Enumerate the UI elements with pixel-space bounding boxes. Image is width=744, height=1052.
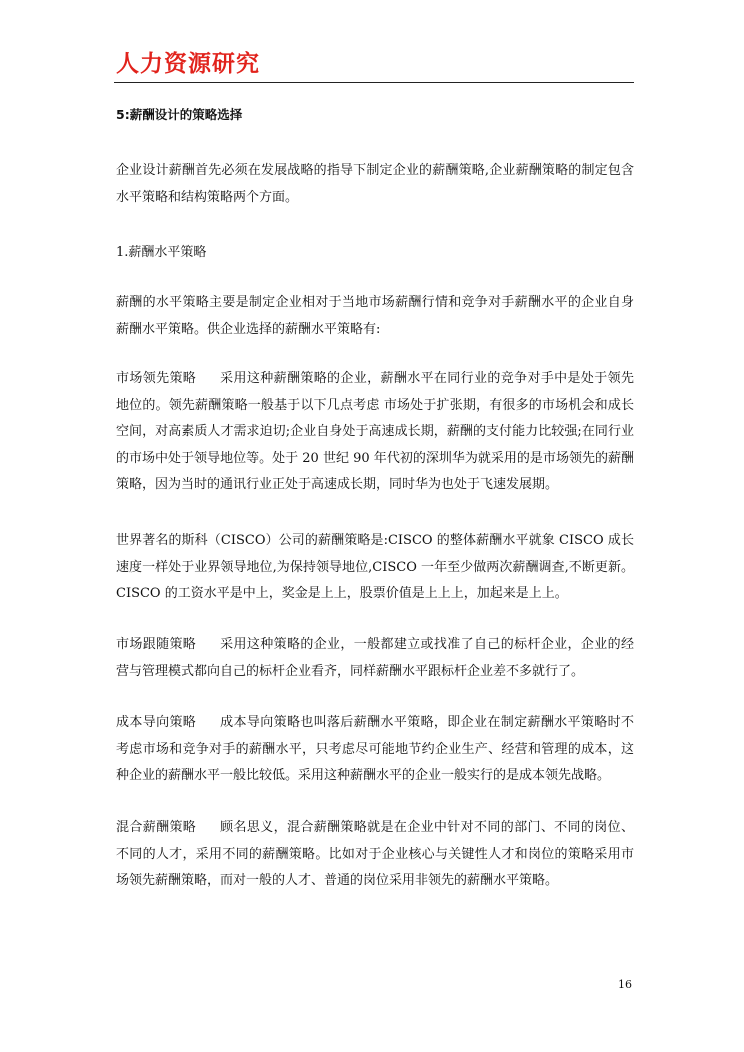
definition-paragraph: 薪酬的水平策略主要是制定企业相对于当地市场薪酬行情和竞争对手薪酬水平的企业自身薪酬水平策略。供企业选择的薪酬水平策略有: — [116, 295, 634, 337]
cost-oriented-term: 成本导向策略 — [116, 715, 197, 730]
market-follow-paragraph — [116, 632, 634, 685]
market-follow-text: 采用这种策略的企业，一般都建立或找准了自己的标杆企业，企业的经营与管理模式都向自己的标杆企业看齐，同样薪酬水平跟标杆企业差不多就行了。 — [116, 637, 634, 679]
market-follow-term: 市场跟随策略 — [116, 637, 197, 652]
cost-oriented-paragraph — [116, 710, 634, 790]
cisco-paragraph: 世界著名的斯科（CISCO）公司的薪酬策略是:CISCO 的整体薪酬水平就象 CISCO 成长速度一样处于业界领导地位,为保持领导地位,CISCO 一年至少做两次薪酬调查,不断更新。CISCO 的工资水平是中上，奖金是上上，股票价值是上上上，加起来是上上。 — [116, 533, 634, 601]
market-lead-term: 市场领先策略 — [116, 371, 197, 386]
mixed-strategy-text: 顾名思义，混合薪酬策略就是在企业中针对不同的部门、不同的岗位、不同的人才，采用不同的薪酬策略。比如对于企业核心与关键性人才和岗位的策略采用市场领先薪酬策略，而对一般的人才、普通的岗位采用非领先的薪酬水平策略。 — [116, 820, 634, 888]
header-rule — [114, 82, 634, 83]
subheading-paragraph: 1.薪酬水平策略 — [116, 245, 207, 260]
page-number: 16 — [618, 978, 632, 991]
cost-oriented-text: 成本导向策略也叫落后薪酬水平策略，即企业在制定薪酬水平策略时不考虑市场和竞争对手的薪酬水平，只考虑尽可能地节约企业生产、经营和管理的成本，这种企业的薪酬水平一般比较低。采用这种薪酬水平的企业一般实行的是成本领先战略。 — [116, 715, 634, 783]
intro-paragraph: 企业设计薪酬首先必须在发展战略的指导下制定企业的薪酬策略,企业薪酬策略的制定包含水平策略和结构策略两个方面。 — [116, 163, 634, 205]
mixed-strategy-term: 混合薪酬策略 — [116, 820, 197, 835]
market-lead-paragraph — [116, 366, 634, 499]
market-lead-text: 采用这种薪酬策略的企业，薪酬水平在同行业的竞争对手中是处于领先地位的。领先薪酬策略一般基于以下几点考虑 市场处于扩张期，有很多的市场机会和成长空间，对高素质人才需求迫切;企业自身处于高速成长期，薪酬的支付能力比较强;在同行业的市场中处于领导地位等。处于 20 世纪 90 年代初的深圳华为就采用的是市场领先的薪酬策略，因为当时的通讯行业正处于高速成长期，同时华为也处于飞速发展期。 — [116, 371, 634, 492]
section-heading: 5:薪酬设计的策略选择 — [116, 107, 243, 122]
header-title: 人力资源研究 — [116, 51, 260, 77]
mixed-strategy-paragraph — [116, 815, 634, 895]
